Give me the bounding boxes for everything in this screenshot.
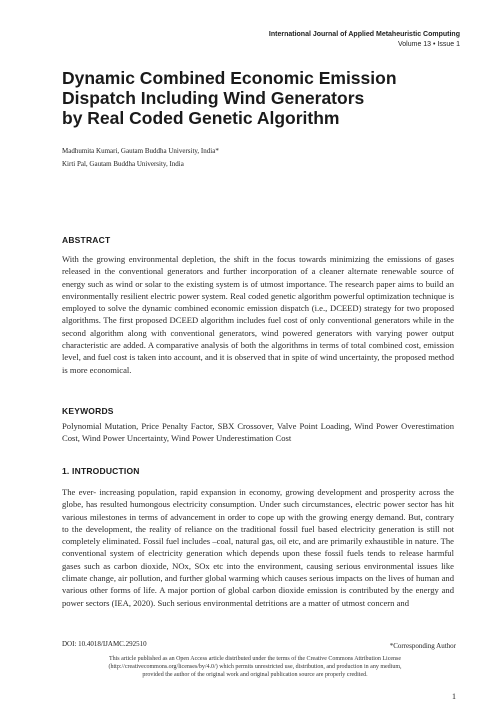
title-line: Dynamic Combined Economic Emission [62,68,397,88]
journal-volume-issue: Volume 13 • Issue 1 [398,41,460,48]
page-number: 1 [452,692,456,701]
license-line: provided the author of the original work and original publication source are properly credited. [142,672,368,679]
introduction-heading: 1. INTRODUCTION [62,466,140,476]
journal-name: International Journal of Applied Metaheuristic Computing [268,31,460,38]
keywords-text: Polynomial Mutation, Price Penalty Factor, SBX Crossover, Valve Point Loading, Wind Power Overestimation Cost, Wind Power Uncertainty, Wind Power Underestimation Cost [62,421,454,444]
author-list [62,145,219,171]
abstract-heading: ABSTRACT [62,235,111,245]
article-title [62,68,452,128]
doi-label: DOI: 10.4018/IJAMC.292510 [62,640,147,648]
introduction-text: The ever- increasing population, rapid expansion in economy, growing development and prosperity across the globe, has resulted humongous electricity consumption. Under such circumstances, electric power sector has hit various milestones in terms of advancement in order to cope up with the growing energy demand. But, contrary to the development, the reality of reliance on the traditional fossil fuel based electricity generation is still not completely eliminated. Fossil fuel includes –coal, natural gas, oil etc, and are primarily exhaustible in nature. The conventional system of electricity generation which depends upon these fossil fuels tends to release harmful gases such as carbon dioxide, NOx, SOx etc into the environment, causing serious environmental issues like climate change, air pollution, and further global warming which causes serious impacts on the lives of human and various other forms of life. A major portion of global carbon dioxide emission is contributed by the energy and power sectors (IEA, 2020). Such serious environmental detritions are a matter of utmost concern and [62,487,454,608]
title-line: Dispatch Including Wind Generators [62,88,365,108]
license-line: This article published as an Open Access article distributed under the terms of the Creative Commons Attribution License [108,656,402,662]
journal-header [269,30,460,49]
title-line: by Real Coded Genetic Algorithm [62,108,340,128]
author-2: Kirti Pal, Gautam Buddha University, India [62,160,184,168]
author-1: Madhumita Kumari, Gautam Buddha University, India* [62,147,219,155]
license-line: (http://creativecommons.org/licenses/by/4.0/) which permits unrestricted use, distribution, and production in any medium, [108,664,402,671]
keywords-heading: KEYWORDS [62,406,114,416]
corresponding-author-note: *Corresponding Author [389,642,456,650]
abstract-text: With the growing environmental depletion, the shift in the focus towards minimizing the emissions of gases released in the conventional generators and further incorporation of a cleaner alternate renewable source of energy such as wind or solar to the existing system is of utmost importance. The research paper aims to build an environmentally resilient electric power system. Real coded genetic algorithm powerful optimization technique is employed to solve the dynamic combined economic emission dispatch (i.e., DCEED) strategy for two proposed algorithms. The first proposed DCEED algorithm includes fuel cost of only conventional generators while in the second algorithm along with conventional generators, wind powered generators with varying power output characteristic are added. A comparative analysis of both the algorithms in terms of total combined cost, emission level, and fuel cost is taken into account, and it is observed that in spite of wind uncertainty, the proposed method is more economical. [62,254,454,375]
license-note [80,655,430,680]
